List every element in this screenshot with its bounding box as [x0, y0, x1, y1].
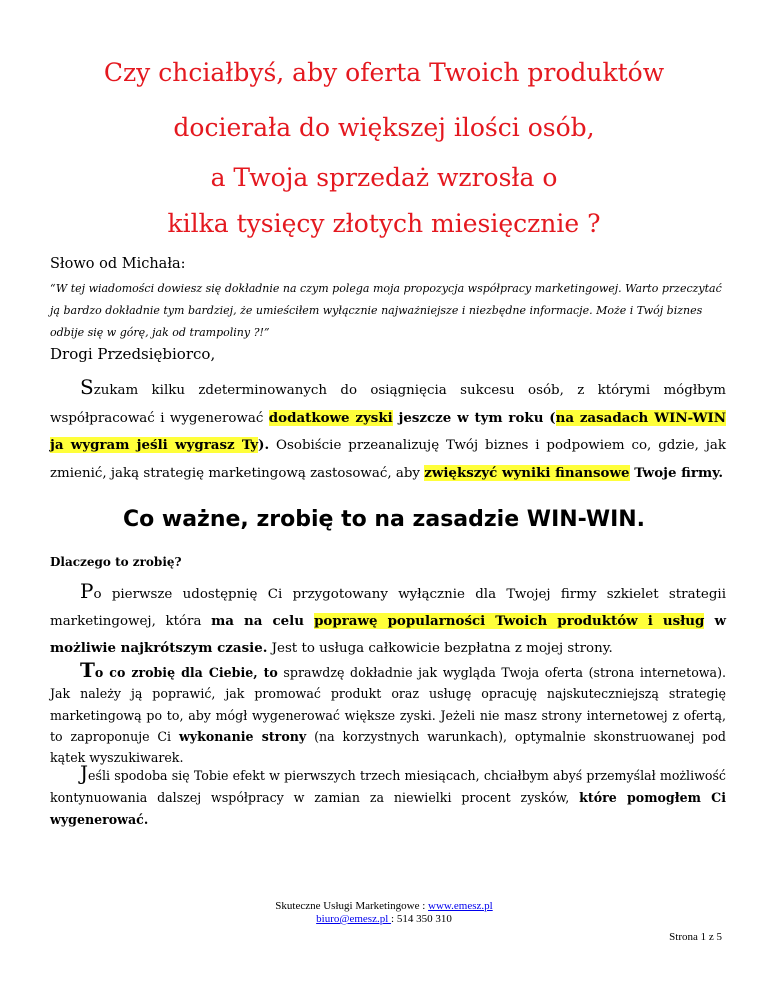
company-name: Skuteczne Usługi Marketingowe :	[275, 900, 429, 912]
paragraph-3	[50, 660, 726, 768]
website-link[interactable]: www.emesz.pl	[428, 900, 493, 912]
page-number: Strona 1 z 5	[669, 931, 722, 943]
bold-text: ma na celu	[211, 613, 315, 629]
title-line-4: kilka tysięcy złotych miesięcznie ?	[167, 209, 601, 238]
bold-text: jeszcze w tym roku (	[392, 409, 556, 426]
footer	[0, 900, 768, 926]
dropcap: P	[80, 579, 94, 603]
title-line-3: a Twoja sprzedaż wzrosła o	[210, 163, 558, 192]
paragraph-1	[50, 374, 726, 487]
bold-text: które pomogłem Ci wygenerować.	[50, 790, 726, 827]
title-line-1: Czy chciałbyś, aby oferta Twoich produktów	[103, 58, 665, 87]
highlight: dodatkowe zyski	[268, 409, 393, 426]
text: eśli spodoba się Tobie efekt w pierwszych trzech miesiącach, chciałbym abyś przemyślał możliwość kontynuowania dalszej współpracy w zamian za niewielki procent zysków,	[50, 768, 726, 805]
intro-label: Słowo od Michała:	[50, 256, 186, 272]
bold-text: ).	[258, 437, 270, 454]
highlight: zwiększyć wyniki finansowe	[424, 464, 630, 481]
text: Jest to usługa całkowicie bezpłatna z mojej strony.	[267, 641, 613, 656]
question-heading: Dlaczego to zrobię?	[50, 555, 182, 569]
highlight: poprawę popularności Twoich produktów i usług	[314, 613, 705, 629]
title-line-2: docierała do większej ilości osób,	[173, 113, 595, 142]
paragraph-4	[50, 762, 726, 831]
paragraph-2	[50, 578, 726, 662]
text: o pierwsze udostępnię Ci przygotowany wyłącznie dla Twojej firmy szkielet strategii marketingowej, która	[50, 587, 726, 629]
email-link[interactable]: biuro@emesz.pl	[316, 913, 392, 925]
dropcap: S	[80, 375, 94, 399]
bold-text: Twoje firmy.	[629, 464, 724, 481]
text: (na korzystnych warunkach), optymalnie skonstruowanej pod kątek wyszukiwarek.	[50, 728, 726, 766]
text: Osobiście przeanalizuję Twój biznes i podpowiem co, gdzie, jak zmienić, jaką strategię marketingową zastosować, aby	[50, 438, 726, 481]
bold-text: o co zrobię dla Ciebie, to	[94, 665, 278, 680]
dropcap: J	[80, 761, 89, 785]
text: sprawdzę dokładnie jak wygląda Twoja oferta (strona internetowa). Jak należy ją poprawić, jak promować produkt oraz usługę opracuję najskuteczniejszą strategię marketingową po to, aby mógł wygenerować większe zyski. Jeżeli nie masz strony internetowej z ofertą, to zaproponuje Ci	[50, 665, 726, 744]
bold-text: wykonanie strony	[178, 728, 307, 744]
bold-text: w możliwie najkrótszym czasie.	[50, 613, 726, 656]
text: zukam kilku zdeterminowanych do osiągnięcia sukcesu osób, z którymi mógłbym współpracować i wygenerować	[50, 383, 726, 426]
phone-number: : 514 350 310	[391, 913, 452, 925]
headline: Co ważne, zrobię to na zasadzie WIN-WIN.	[122, 507, 646, 532]
highlight: na zasadach WIN-WIN ja wygram jeśli wygrasz Ty	[50, 409, 726, 454]
greeting: Drogi Przedsiębiorco,	[50, 345, 216, 363]
dropcap: T	[80, 658, 95, 682]
intro-quote: “W tej wiadomości dowiesz się dokładnie na czym polega moja propozycja współpracy marketingowej. Warto przeczytać ją bardzo dokładnie tym bardziej, że umieściłem wyłącznie najważniejsze i niezbędne informacje. Może i Twój biznes odbije się w górę, jak od trampoliny ?!”	[50, 282, 722, 339]
